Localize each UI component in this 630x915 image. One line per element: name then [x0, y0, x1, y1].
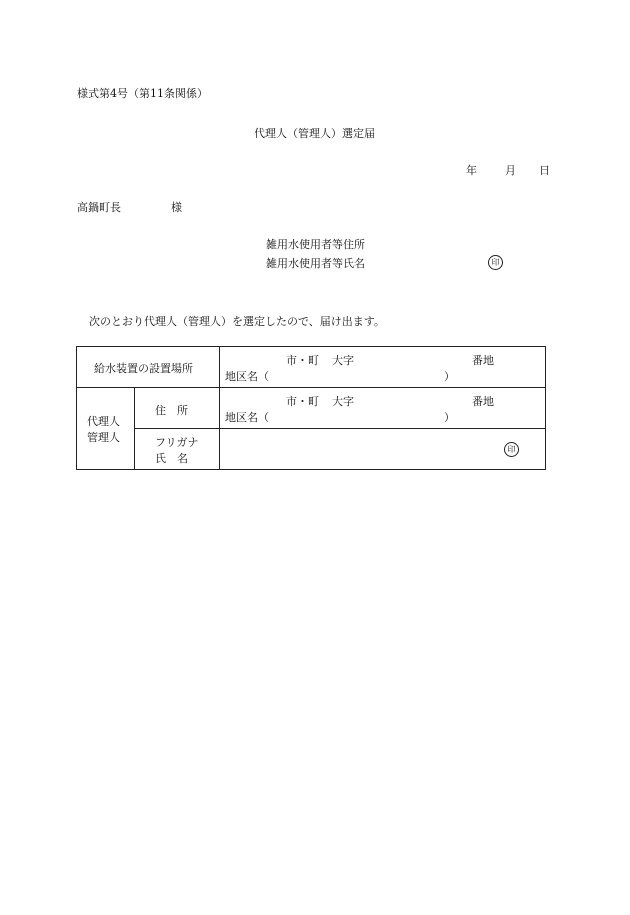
applicant-seal-mark: 印	[488, 255, 503, 270]
addressee-name: 高鍋町長	[77, 201, 121, 214]
location-city-town: 市・町	[286, 354, 319, 367]
agent-address-label: 住 所	[155, 404, 188, 417]
applicant-address-label: 雑用水使用者等住所	[266, 238, 365, 251]
addressee-honorific: 様	[171, 201, 182, 214]
applicant-name-label: 雑用水使用者等氏名	[266, 257, 365, 270]
location-oaza: 大字	[332, 354, 354, 367]
date-month-label: 月	[505, 164, 516, 177]
location-banchi: 番地	[472, 354, 494, 367]
location-district-open: 地区名（	[225, 370, 269, 383]
agent-district-open: 地区名（	[225, 411, 269, 424]
agent-furigana-label: フリガナ	[155, 436, 199, 449]
form-number: 様式第4号（第11条関係）	[77, 87, 208, 100]
agent-district-close: ）	[444, 411, 455, 424]
agent-label-line1: 代理人	[87, 415, 120, 428]
location-district-close: ）	[444, 370, 455, 383]
agent-city-town: 市・町	[286, 395, 319, 408]
agent-seal-mark: 印	[504, 442, 519, 457]
statement-text: 次のとおり代理人（管理人）を選定したので、届け出ます。	[89, 315, 385, 328]
table-divider-vertical-main	[219, 347, 220, 469]
agent-oaza: 大字	[332, 395, 354, 408]
table-divider-row-1	[77, 387, 545, 388]
date-year-label: 年	[466, 164, 477, 177]
agent-name-label: 氏 名	[155, 452, 188, 465]
location-label: 給水装置の設置場所	[94, 362, 193, 375]
agent-banchi: 番地	[472, 395, 494, 408]
table-divider-row-2	[134, 428, 545, 429]
agent-table	[76, 346, 546, 470]
date-day-label: 日	[539, 164, 550, 177]
agent-label-line2: 管理人	[87, 431, 120, 444]
document-title: 代理人（管理人）選定届	[254, 127, 375, 140]
